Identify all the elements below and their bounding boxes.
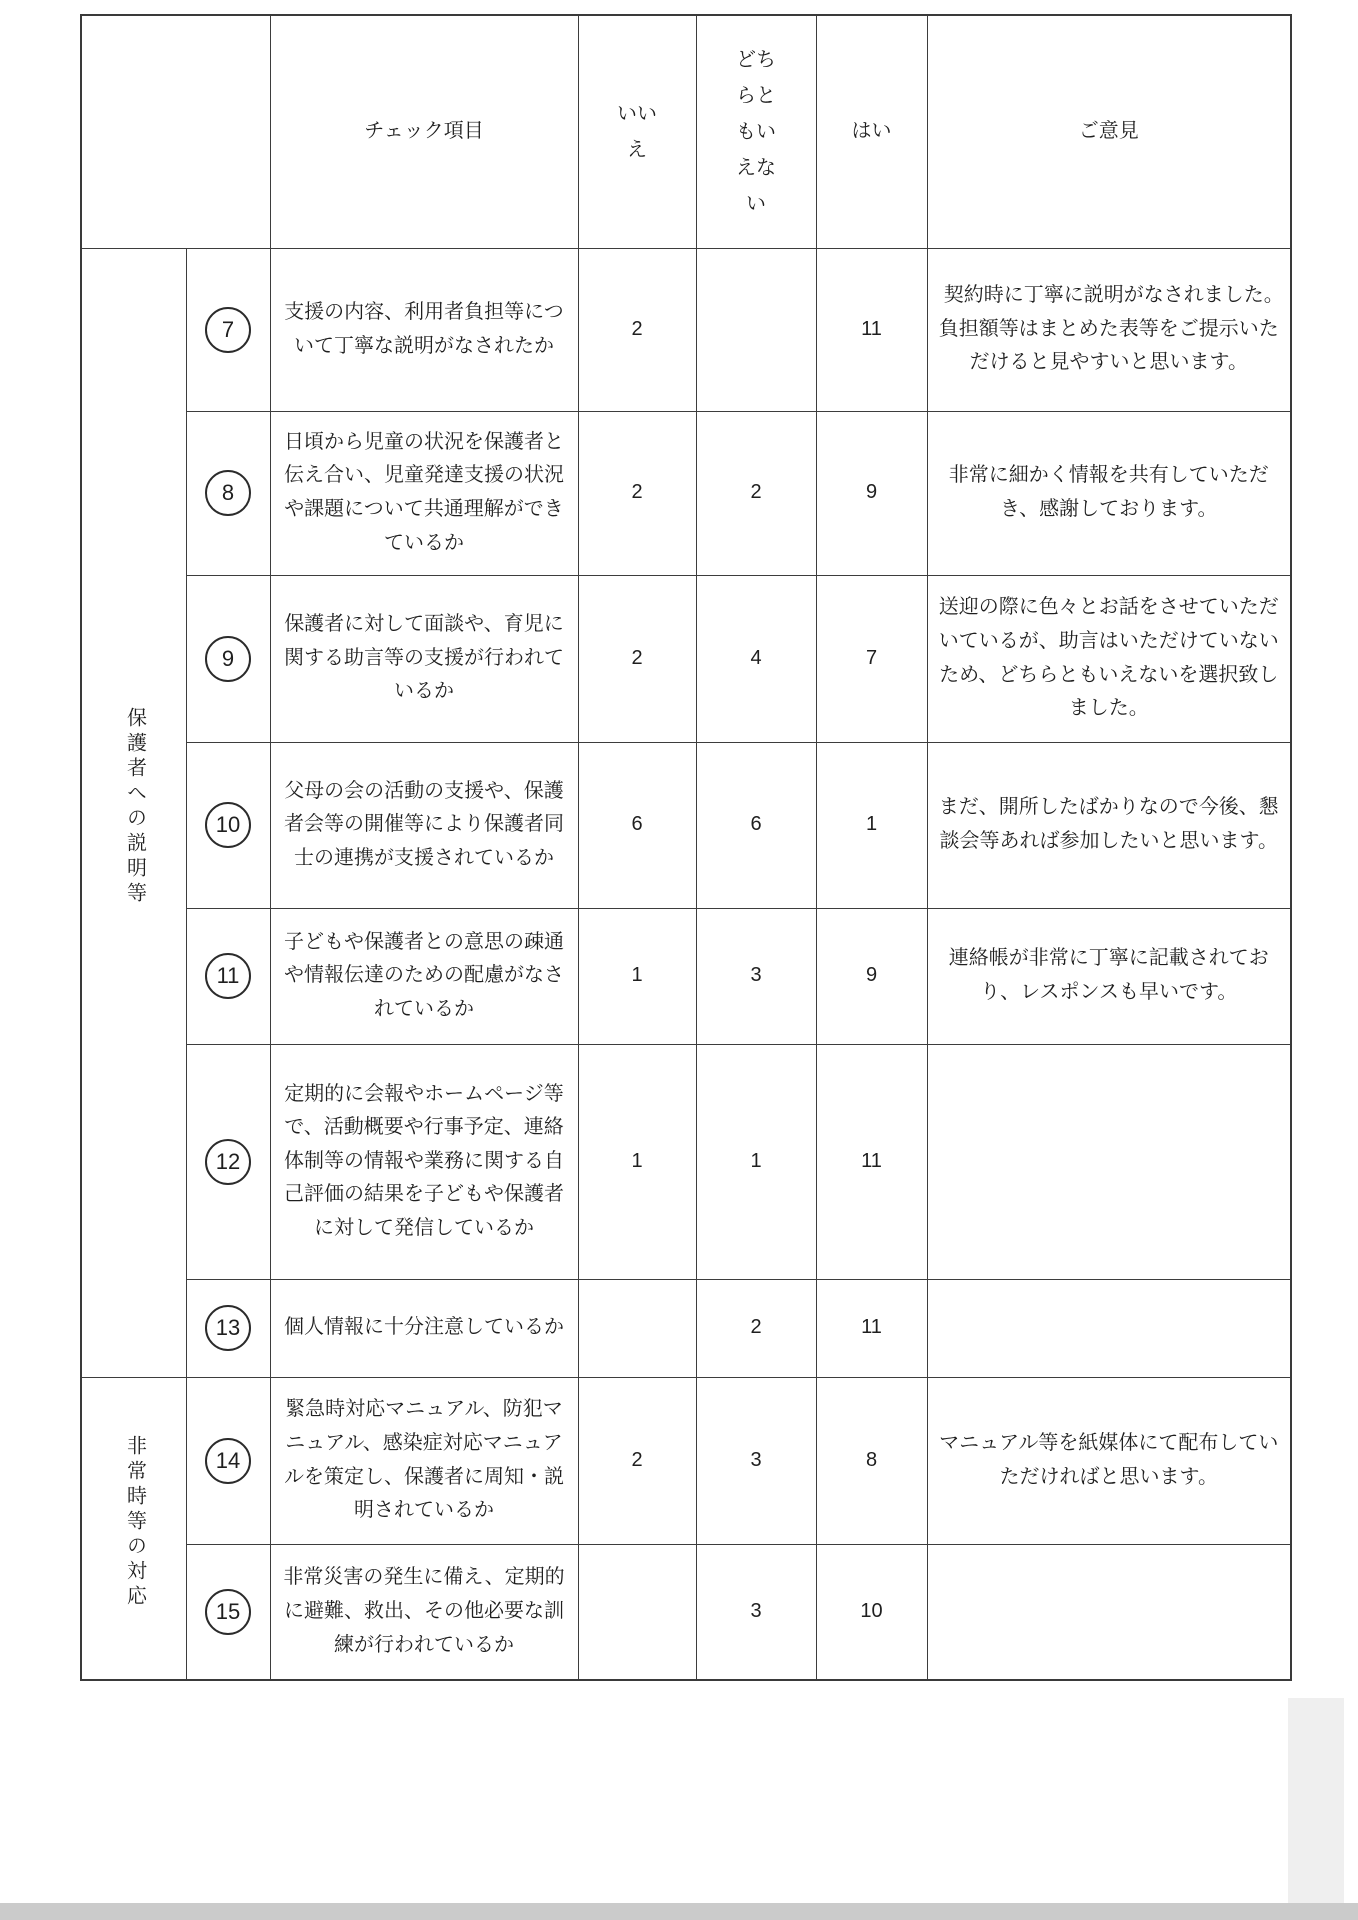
circled-number-9: 9 [205,636,251,682]
yes-count-cell: 11 [816,1279,927,1377]
scan-artifact-bottom [0,1903,1358,1920]
check-item-cell: 定期的に会報やホームページ等で、活動概要や行事予定、連絡体制等の情報や業務に関する自己評価の結果を子どもや保護者に対して発信しているか [270,1044,578,1279]
table-row-8 [81,411,1291,575]
yes-count-cell: 11 [816,1044,927,1279]
check-item-cell: 緊急時対応マニュアル、防犯マニュアル、感染症対応マニュアルを策定し、保護者に周知・説明されているか [270,1377,578,1544]
neutral-count-cell: 3 [696,1544,816,1680]
no-count-cell: 2 [578,248,696,411]
item-number-cell [186,1279,270,1377]
comment-cell: まだ、開所したばかりなので今後、懇談会等あれば参加したいと思います。 [927,742,1291,908]
check-item-cell: 保護者に対して面談や、育児に関する助言等の支援が行われているか [270,575,578,742]
neutral-count-cell: 3 [696,908,816,1044]
check-item-cell: 父母の会の活動の支援や、保護者会等の開催等により保護者同士の連携が支援されているか [270,742,578,908]
no-count-cell [578,1279,696,1377]
no-count-cell: 2 [578,411,696,575]
header-no [578,15,696,248]
header-comment [927,15,1291,248]
header-category-cell [81,15,270,248]
category-cell-hogosha [81,248,186,1377]
check-item-cell: 支援の内容、利用者負担等について丁寧な説明がなされたか [270,248,578,411]
circled-number-11: 11 [205,953,251,999]
evaluation-table [80,14,1314,1681]
yes-count-cell: 1 [816,742,927,908]
check-item-cell: 非常災害の発生に備え、定期的に避難、救出、その他必要な訓練が行われているか [270,1544,578,1680]
header-no-label: いいえ [617,102,657,161]
item-number-cell [186,411,270,575]
header-check-item [270,15,578,248]
table-row-15 [81,1544,1291,1680]
header-check-item-label: チェック項目 [364,119,484,142]
check-item-cell: 個人情報に十分注意しているか [270,1279,578,1377]
no-count-cell: 1 [578,1044,696,1279]
comment-cell: マニュアル等を紙媒体にて配布していただければと思います。 [927,1377,1291,1544]
no-count-cell [578,1544,696,1680]
no-count-cell: 2 [578,1377,696,1544]
circled-number-12: 12 [205,1139,251,1185]
comment-cell [927,1044,1291,1279]
neutral-count-cell [696,248,816,411]
header-comment-label: ご意見 [1078,119,1139,142]
yes-count-cell: 10 [816,1544,927,1680]
circled-number-14: 14 [205,1438,251,1484]
yes-count-cell: 9 [816,411,927,575]
item-number-cell [186,575,270,742]
comment-cell: 非常に細かく情報を共有していただき、感謝しております。 [927,411,1291,575]
category-cell-hijoji [81,1377,186,1680]
comment-cell [927,1544,1291,1680]
no-count-cell: 1 [578,908,696,1044]
circled-number-7: 7 [205,307,251,353]
neutral-count-cell: 3 [696,1377,816,1544]
header-yes [816,15,927,248]
neutral-count-cell: 1 [696,1044,816,1279]
check-item-cell: 子どもや保護者との意思の疎通や情報伝達のための配慮がなされているか [270,908,578,1044]
header-neutral-label: どちらともいえない [736,48,776,215]
table-row-9 [81,575,1291,742]
yes-count-cell: 8 [816,1377,927,1544]
comment-cell: 連絡帳が非常に丁寧に記載されており、レスポンスも早いです。 [927,908,1291,1044]
item-number-cell [186,248,270,411]
circled-number-15: 15 [205,1589,251,1635]
category-label-hogosha: 保護者への説明等 [123,706,146,907]
item-number-cell [186,742,270,908]
table-row-7 [81,248,1291,411]
comment-cell: 送迎の際に色々とお話をさせていただいているが、助言はいただけていないため、どちらともいえないを選択致しました。 [927,575,1291,742]
item-number-cell [186,1544,270,1680]
scan-artifact-right [1288,1698,1344,1903]
check-item-cell: 日頃から児童の状況を保護者と伝え合い、児童発達支援の状況や課題について共通理解ができているか [270,411,578,575]
item-number-cell [186,908,270,1044]
neutral-count-cell: 2 [696,411,816,575]
item-number-cell [186,1377,270,1544]
yes-count-cell: 9 [816,908,927,1044]
comment-cell: 契約時に丁寧に説明がなされました。 負担額等はまとめた表等をご提示いただけると見やすいと思います。 [927,248,1291,411]
category-label-hijoji: 非常時等の対応 [123,1434,146,1610]
yes-count-cell: 7 [816,575,927,742]
table-row-12 [81,1044,1291,1279]
table-row-10 [81,742,1291,908]
header-neutral [696,15,816,248]
circled-number-8: 8 [205,470,251,516]
circled-number-13: 13 [205,1305,251,1351]
comment-cell [927,1279,1291,1377]
item-number-cell [186,1044,270,1279]
table-row-14 [81,1377,1291,1544]
neutral-count-cell: 2 [696,1279,816,1377]
header-yes-label: はい [851,119,892,142]
neutral-count-cell: 6 [696,742,816,908]
yes-count-cell: 11 [816,248,927,411]
table-row-11 [81,908,1291,1044]
no-count-cell: 2 [578,575,696,742]
circled-number-10: 10 [205,802,251,848]
header-row [81,15,1291,248]
table-row-13 [81,1279,1291,1377]
no-count-cell: 6 [578,742,696,908]
neutral-count-cell: 4 [696,575,816,742]
